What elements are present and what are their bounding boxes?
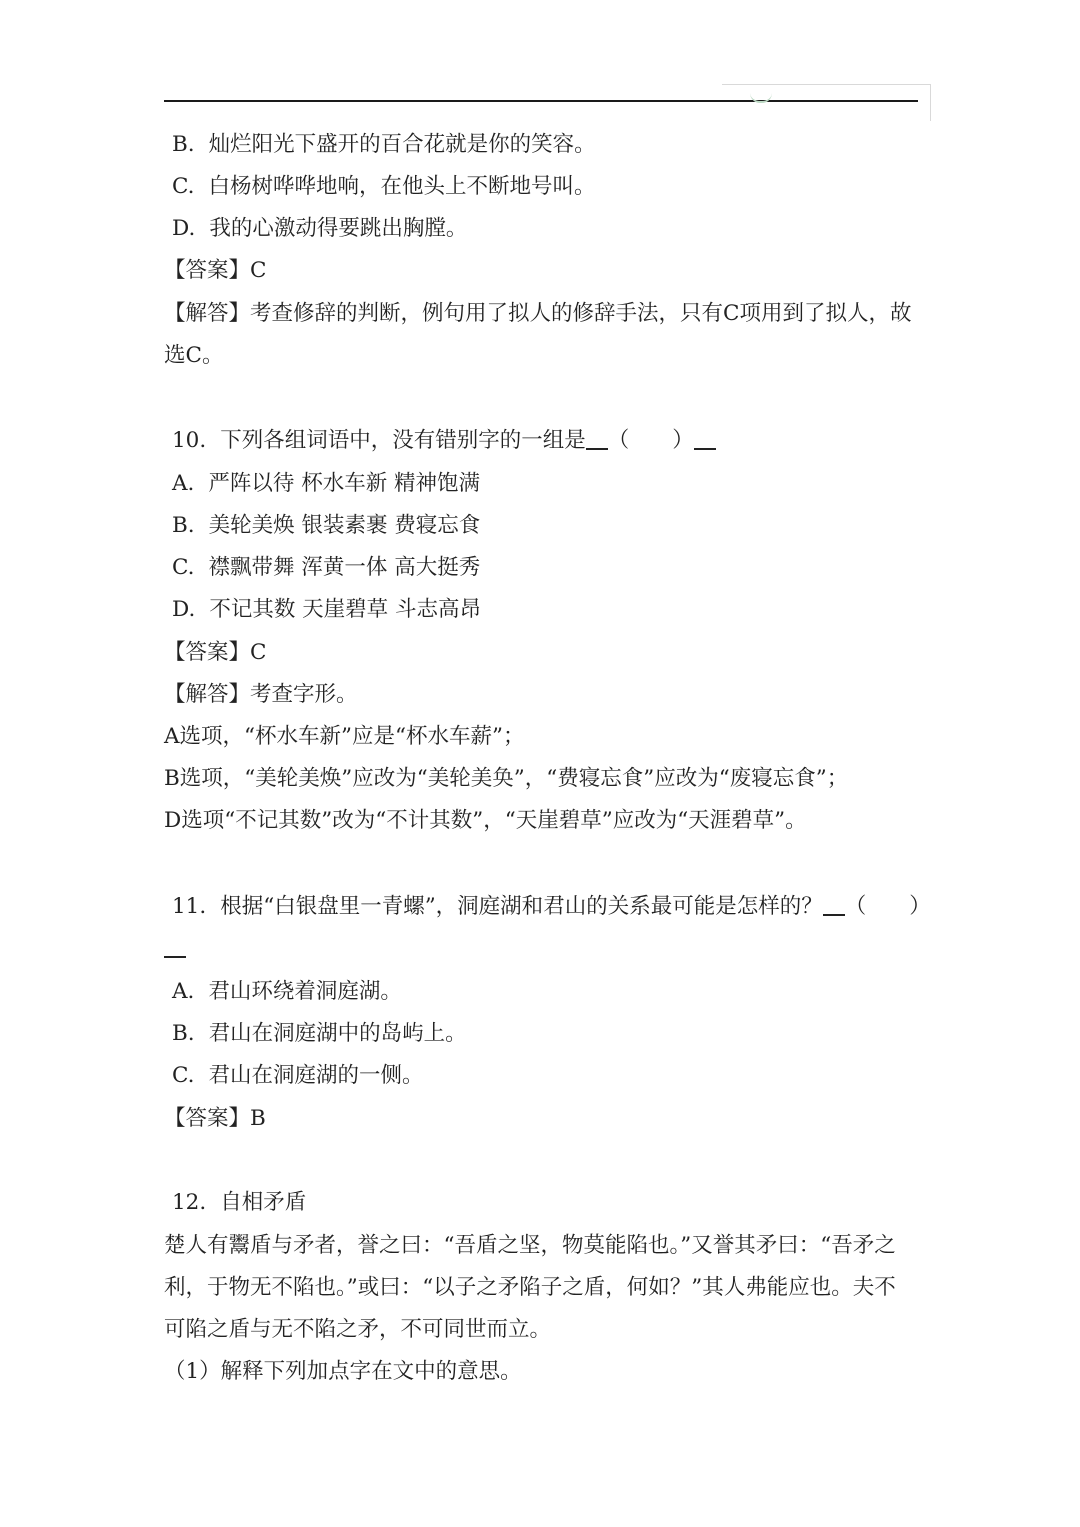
q9-option-c: [164, 172, 932, 202]
option-text: 我的心激动得要跳出胸膛。: [209, 216, 468, 241]
option-label: B.: [172, 1021, 195, 1046]
q11-stem: [164, 892, 932, 922]
option-label: B.: [172, 513, 195, 538]
q11-option-c: [164, 1061, 932, 1091]
q11-stem-cont: [164, 934, 924, 964]
q9-analysis-cont: 选C。: [164, 343, 224, 368]
question-number: 11.: [172, 894, 207, 919]
q10-stem: [164, 426, 932, 456]
q11-answer: 【答案】B: [164, 1106, 266, 1131]
q11-option-a: [164, 977, 932, 1007]
q10-option-d: [164, 595, 932, 625]
option-text: 不记其数 天崖碧草 斗志高昂: [209, 597, 481, 622]
question-text: 根据“白银盘里一青螺”，洞庭湖和君山的关系最可能是怎样的？: [220, 894, 823, 919]
option-label: C.: [172, 174, 195, 199]
q11-option-b: [164, 1019, 932, 1049]
option-text: 美轮美焕 银装素裹 费寝忘食: [208, 513, 481, 538]
q9-option-d: [164, 214, 932, 244]
answer-paren: （ ）: [844, 894, 931, 919]
q10-detail-a: A选项，“杯水车新”应是“杯水车薪”；: [164, 724, 525, 749]
q10-option-b: [164, 511, 932, 541]
q12-title: [164, 1188, 932, 1218]
q9-option-b: [164, 130, 932, 160]
question-number: 12.: [172, 1190, 207, 1215]
q10-detail-b: B选项，“美轮美焕”应改为“美轮美奂”，“费寝忘食”应改为“废寝忘食”；: [164, 766, 849, 791]
question-number: 10.: [172, 428, 207, 453]
q12-subquestion-1: （1）解释下列加点字在文中的意思。: [164, 1359, 522, 1384]
option-label: B.: [172, 132, 195, 157]
question-text: 自相矛盾: [220, 1190, 307, 1215]
option-text: 襟飘带舞 浑黄一体 高大挺秀: [208, 555, 481, 580]
q12-passage-line: 可陷之盾与无不陷之矛，不可同世而立。: [164, 1317, 552, 1342]
answer-blank: [164, 955, 186, 958]
q12-passage-line: 利，于物无不陷也。”或曰：“以子之矛陷子之盾，何如？”其人弗能应也。夫不: [164, 1275, 896, 1300]
option-label: D.: [172, 597, 196, 622]
watermark-logo: [722, 84, 931, 121]
option-text: 君山环绕着洞庭湖。: [208, 979, 402, 1004]
answer-blank: [586, 447, 608, 450]
q10-answer: 【答案】C: [164, 640, 267, 665]
option-text: 严阵以待 杯水车新 精神饱满: [208, 471, 481, 496]
option-text: 灿烂阳光下盛开的百合花就是你的笑容。: [208, 132, 596, 157]
q9-answer: 【答案】C: [164, 258, 267, 283]
answer-paren: （ ）: [607, 428, 694, 453]
q9-analysis: 【解答】考查修辞的判断，例句用了拟人的修辞手法，只有C项用到了拟人，故: [164, 301, 912, 326]
q12-passage-line: 楚人有鬻盾与矛者，誉之曰：“吾盾之坚，物莫能陷也。”又誉其矛曰：“吾矛之: [164, 1233, 896, 1258]
question-text: 下列各组词语中，没有错别字的一组是: [220, 428, 586, 453]
option-text: 君山在洞庭湖的一侧。: [208, 1063, 424, 1088]
answer-blank: [823, 913, 845, 916]
option-label: C.: [172, 1063, 195, 1088]
q10-analysis: 【解答】考查字形。: [164, 682, 358, 707]
q10-option-c: [164, 553, 932, 583]
q10-detail-d: D选项“不记其数”改为“不计其数”，“天崖碧草”应改为“天涯碧草”。: [164, 808, 807, 833]
option-text: 君山在洞庭湖中的岛屿上。: [208, 1021, 467, 1046]
option-text: 白杨树哗哗地响，在他头上不断地号叫。: [208, 174, 596, 199]
watermark-logo-icon: [750, 91, 772, 103]
q10-option-a: [164, 469, 932, 499]
option-label: A.: [172, 471, 195, 496]
option-label: D.: [172, 216, 196, 241]
answer-blank: [694, 447, 716, 450]
option-label: C.: [172, 555, 195, 580]
option-label: A.: [172, 979, 195, 1004]
